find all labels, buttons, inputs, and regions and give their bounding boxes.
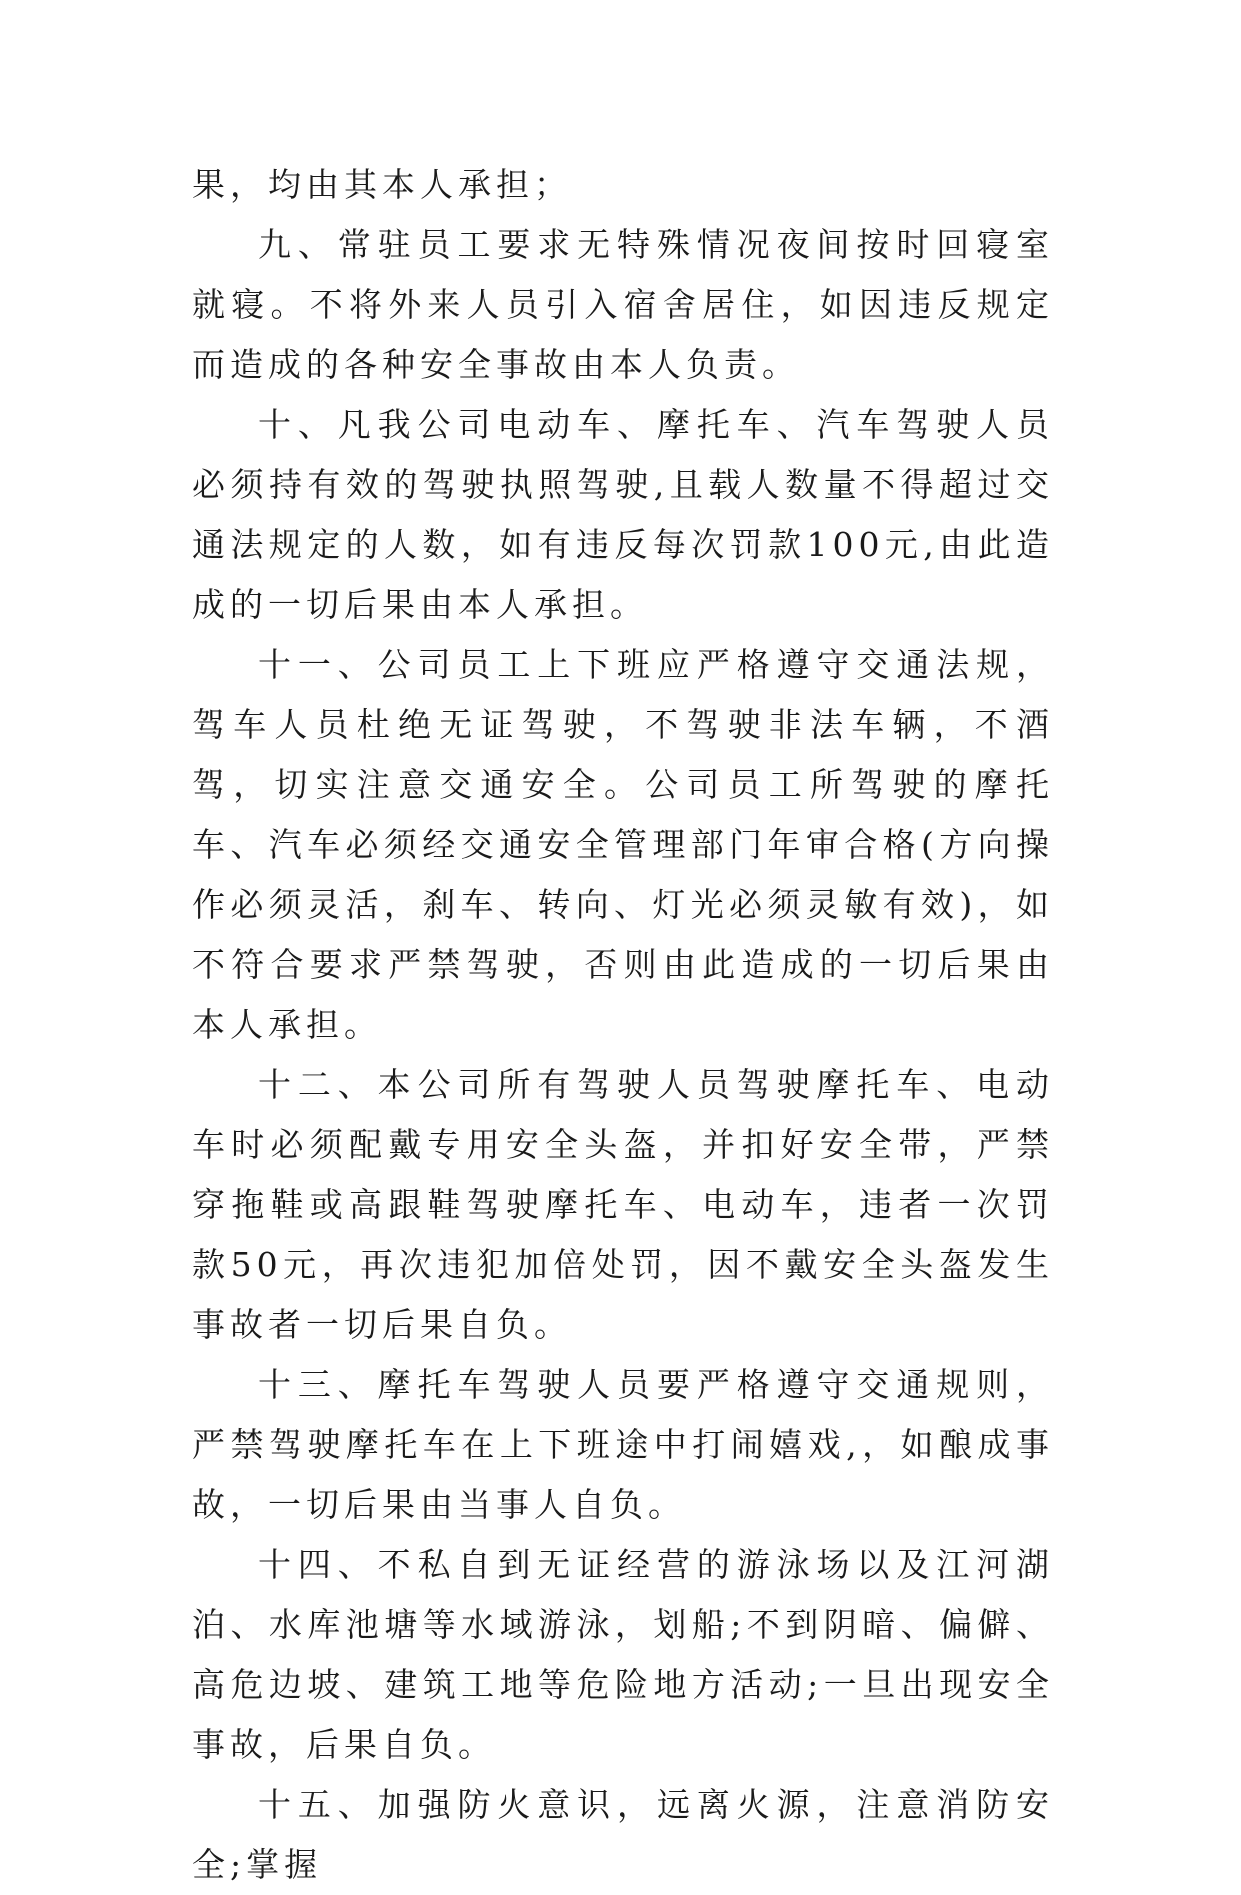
paragraph-item-15: 十五、加强防火意识，远离火源，注意消防安全;掌握 xyxy=(192,1785,1054,1884)
paragraph-item-12: 十二、本公司所有驾驶人员驾驶摩托车、电动车时必须配戴专用安全头盔，并扣好安全带，严禁穿拖鞋或高跟鞋驾驶摩托车、电动车，违者一次罚款50元，再次违犯加倍处罚，因不戴安全头盔发生事故者一切后果自负。 xyxy=(192,1065,1054,1344)
paragraph-item-11: 十一、公司员工上下班应严格遵守交通法规，驾车人员杜绝无证驾驶，不驾驶非法车辆，不酒驾，切实注意交通安全。公司员工所驾驶的摩托车、汽车必须经交通安全管理部门年审合格(方向操作必须灵活，刹车、转向、灯光必须灵敏有效)，如不符合要求严禁驾驶，否则由此造成的一切后果由本人承担。 xyxy=(192,645,1054,1044)
document-body xyxy=(192,155,1054,1895)
paragraph-item-13: 十三、摩托车驾驶人员要严格遵守交通规则，严禁驾驶摩托车在上下班途中打闹嬉戏,，如酿成事故，一切后果由当事人自负。 xyxy=(192,1365,1054,1524)
paragraph-continuation: 果，均由其本人承担； xyxy=(192,165,572,204)
paragraph-item-14: 十四、不私自到无证经营的游泳场以及江河湖泊、水库池塘等水域游泳，划船;不到阴暗、偏僻、高危边坡、建筑工地等危险地方活动;一旦出现安全事故，后果自负。 xyxy=(192,1545,1054,1764)
paragraph-item-9: 九、常驻员工要求无特殊情况夜间按时回寝室就寝。不将外来人员引入宿舍居住，如因违反规定而造成的各种安全事故由本人负责。 xyxy=(192,225,1054,384)
paragraph-item-10: 十、凡我公司电动车、摩托车、汽车驾驶人员必须持有效的驾驶执照驾驶,且载人数量不得超过交通法规定的人数，如有违反每次罚款100元,由此造成的一切后果由本人承担。 xyxy=(192,405,1054,624)
